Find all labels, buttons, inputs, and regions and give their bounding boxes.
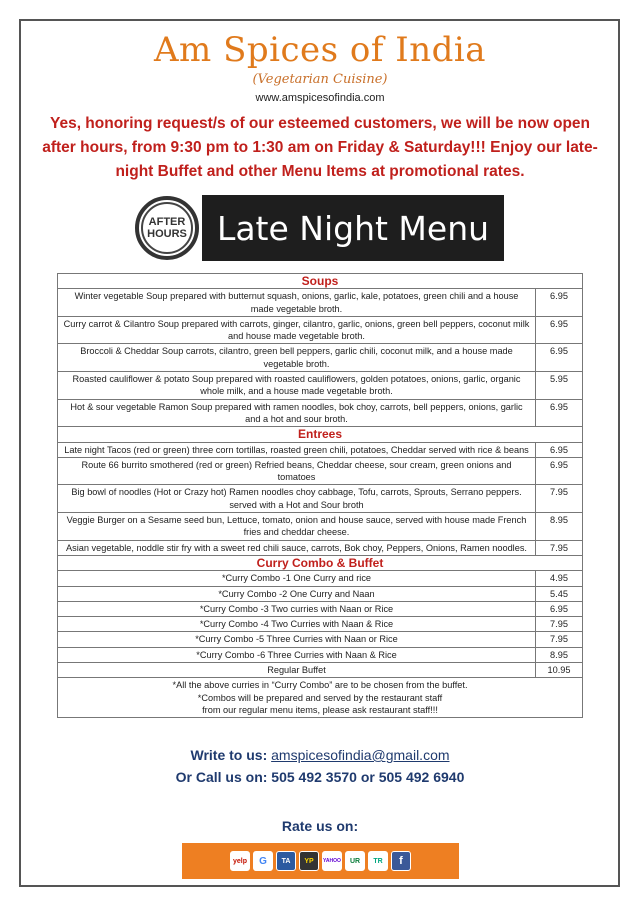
- website-url[interactable]: www.amspicesofindia.com: [255, 92, 385, 104]
- item-price: 5.95: [536, 372, 583, 400]
- badge-line-2: HOURS: [147, 228, 187, 240]
- item-desc: Hot & sour vegetable Ramon Soup prepared with ramen noodles, bok choy, carrots, bell peppers, onions, garlic and a hot and sour broth.: [58, 399, 536, 427]
- phone-line: Or Call us on: 505 492 3570 or 505 492 6940: [175, 769, 465, 785]
- item-price: 7.95: [536, 540, 583, 555]
- item-price: 8.95: [536, 513, 583, 541]
- item-desc: Big bowl of noodles (Hot or Crazy hot) Ramen noodles choy cabbage, Tofu, carrots, Sprouts, Serrano peppers. served with a Hot and Sour broth: [58, 485, 536, 513]
- table-row: [58, 617, 583, 632]
- item-desc: Route 66 burrito smothered (red or green) Refried beans, Cheddar cheese, sour cream, green onions and tomatoes: [58, 457, 536, 485]
- item-desc: Curry carrot & Cilantro Soup prepared with carrots, ginger, cilantro, garlic, onions, green bell peppers, coconut milk and house made vegetable broth.: [58, 316, 536, 344]
- table-row: [58, 632, 583, 647]
- section-title-entrees: Entrees: [58, 427, 583, 442]
- tripadvisor-icon[interactable]: TA: [276, 851, 296, 871]
- restaurant-title: Am Spices of India: [153, 30, 487, 70]
- urbanspoon-icon[interactable]: UR: [345, 851, 365, 871]
- table-row: [58, 485, 583, 513]
- combo-price: 8.95: [536, 647, 583, 662]
- yelp-icon[interactable]: yelp: [230, 851, 250, 871]
- social-icons-bar: [182, 843, 459, 879]
- yahoo-icon[interactable]: YAHOO: [322, 851, 342, 871]
- note-line: from our regular menu items, please ask restaurant staff!!!: [202, 704, 438, 715]
- contact-block: [0, 744, 640, 788]
- badge-line-1: AFTER: [148, 216, 186, 228]
- item-desc: Broccoli & Cheddar Soup carrots, cilantro, green bell peppers, garlic chili, coconut milk, and a house made vegetable broth.: [58, 344, 536, 372]
- item-price: 6.95: [536, 289, 583, 317]
- combo-desc: *Curry Combo -5 Three Curries with Naan or Rice: [58, 632, 536, 647]
- rate-us-label: Rate us on:: [281, 818, 359, 834]
- buffet-price: 10.95: [536, 663, 583, 678]
- combo-price: 5.45: [536, 586, 583, 601]
- item-price: 7.95: [536, 485, 583, 513]
- table-row: [58, 442, 583, 457]
- after-hours-badge: [135, 196, 199, 260]
- yellowpages-icon[interactable]: YP: [299, 851, 319, 871]
- item-price: 6.95: [536, 442, 583, 457]
- table-row: [58, 513, 583, 541]
- cuisine-subtitle: (Vegetarian Cuisine): [252, 72, 388, 87]
- facebook-icon[interactable]: f: [391, 851, 411, 871]
- combo-desc: *Curry Combo -1 One Curry and rice: [58, 571, 536, 586]
- table-row: [58, 344, 583, 372]
- buffet-desc: Regular Buffet: [58, 663, 536, 678]
- table-row: [58, 663, 583, 678]
- late-night-menu-banner: Late Night Menu: [202, 195, 504, 261]
- email-link[interactable]: amspicesofindia@gmail.com: [271, 747, 450, 763]
- section-title-combo: Curry Combo & Buffet: [58, 555, 583, 570]
- announcement-text: Yes, honoring request/s of our esteemed customers, we will be now open after hours, from 9:30 pm to 1:30 am on Friday & Saturday!!! Enjoy our late-night Buffet and other Menu Items at promotional rates.: [42, 115, 598, 180]
- table-row: [58, 571, 583, 586]
- review-icon[interactable]: TR: [368, 851, 388, 871]
- table-row: [58, 540, 583, 555]
- item-price: 6.95: [536, 316, 583, 344]
- combo-desc: *Curry Combo -3 Two curries with Naan or Rice: [58, 601, 536, 616]
- note-line: *Combos will be prepared and served by the restaurant staff: [197, 692, 443, 703]
- table-row: [58, 601, 583, 616]
- item-desc: Roasted cauliflower & potato Soup prepared with roasted cauliflowers, golden potatoes, onions, garlic, organic whole milk, and a house made vegetable broth.: [58, 372, 536, 400]
- google-icon[interactable]: G: [253, 851, 273, 871]
- combo-price: 7.95: [536, 632, 583, 647]
- item-desc: Winter vegetable Soup prepared with butternut squash, onions, garlic, kale, potatoes, green chili and a house made vegetable broth.: [58, 289, 536, 317]
- table-row: [58, 372, 583, 400]
- combo-price: 6.95: [536, 601, 583, 616]
- combo-desc: *Curry Combo -4 Two Curries with Naan & Rice: [58, 617, 536, 632]
- combo-notes-row: [58, 678, 583, 718]
- table-row: [58, 316, 583, 344]
- item-price: 6.95: [536, 399, 583, 427]
- table-row: [58, 586, 583, 601]
- item-desc: Veggie Burger on a Sesame seed bun, Lettuce, tomato, onion and house sauce, served with house made French fries and cheddar cheese.: [58, 513, 536, 541]
- item-desc: Asian vegetable, noddle stir fry with a sweet red chili sauce, carrots, Bok choy, Peppers, Onions, Ramen noodles.: [58, 540, 536, 555]
- table-row: [58, 457, 583, 485]
- combo-desc: *Curry Combo -2 One Curry and Naan: [58, 586, 536, 601]
- item-price: 6.95: [536, 457, 583, 485]
- combo-price: 4.95: [536, 571, 583, 586]
- write-label: Write to us:: [190, 747, 272, 763]
- note-line: *All the above curries in “Curry Combo” are to be chosen from the buffet.: [172, 680, 468, 691]
- table-row: [58, 647, 583, 662]
- menu-table: [57, 273, 583, 718]
- combo-notes: [58, 678, 583, 718]
- combo-price: 7.95: [536, 617, 583, 632]
- table-row: [58, 399, 583, 427]
- item-desc: Late night Tacos (red or green) three corn tortillas, roasted green chili, potatoes, Cheddar served with rice & beans: [58, 442, 536, 457]
- table-row: [58, 289, 583, 317]
- combo-desc: *Curry Combo -6 Three Curries with Naan & Rice: [58, 647, 536, 662]
- item-price: 6.95: [536, 344, 583, 372]
- section-title-soups: Soups: [58, 274, 583, 289]
